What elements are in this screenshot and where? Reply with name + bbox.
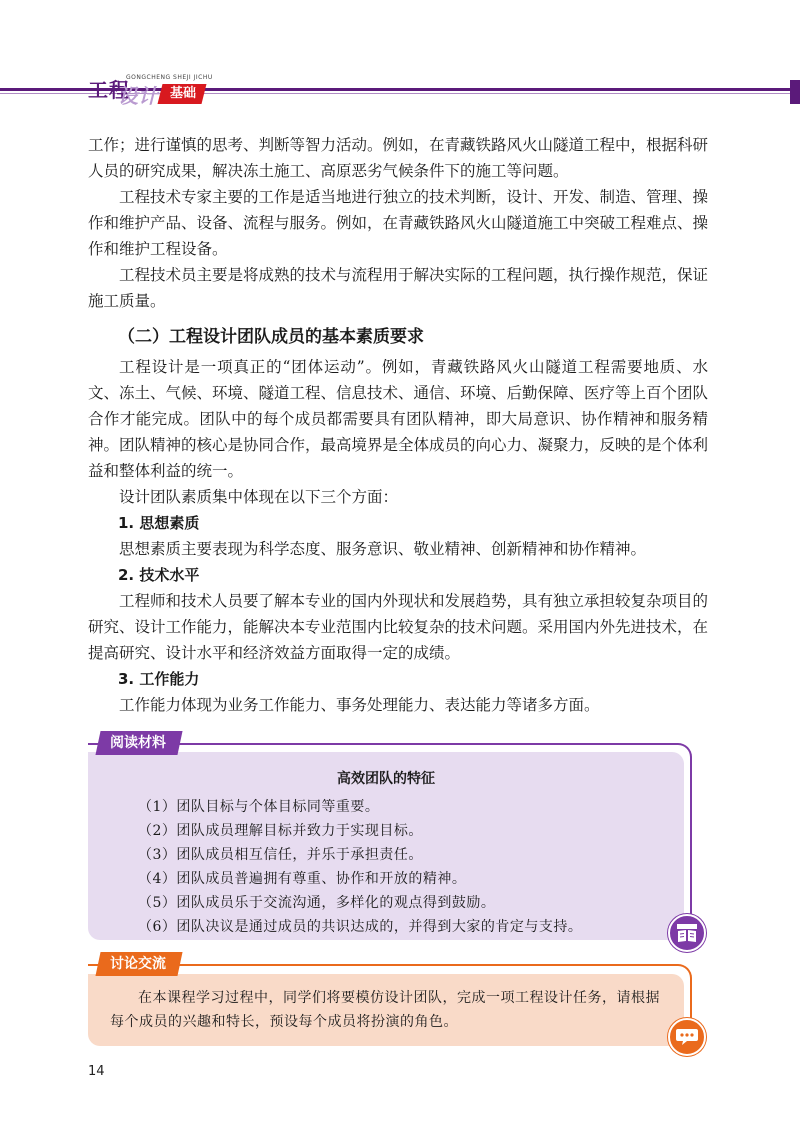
list-item: （1）团队目标与个体目标同等重要。 <box>138 799 380 815</box>
paragraph-5: 设计团队素质集中体现在以下三个方面： <box>119 488 399 506</box>
reading-tag-label: 阅读材料 <box>110 735 166 751</box>
header-pinyin: GONGCHENG SHEJI JICHU <box>126 74 213 81</box>
paragraph-7: 工程师和技术人员要了解本专业的国内外现状和发展趋势，具有独立承担较复杂项目的研究、设计工作能力，能解决本专业范围内比较复杂的技术问题。采用国内外先进技术，在提高研究、设计水平和经济效益方面取得一定的成绩。 <box>88 592 709 662</box>
subheading-3: 3. 工作能力 <box>118 670 200 688</box>
chat-bubble-icon <box>668 1018 706 1056</box>
header-title-gongcheng: 工程 <box>88 78 130 102</box>
section-title: （二）工程设计团队成员的基本素质要求 <box>118 327 424 347</box>
list-item: （4）团队成员普遍拥有尊重、协作和开放的精神。 <box>138 871 467 887</box>
reading-box <box>88 752 684 940</box>
list-item: （5）团队成员乐于交流沟通，多样化的观点得到鼓励。 <box>138 895 496 911</box>
header-title-jichu <box>158 84 207 104</box>
discussion-tag-label: 讨论交流 <box>110 956 166 972</box>
paragraph-6: 思想素质主要表现为科学态度、服务意识、敬业精神、创新精神和协作精神。 <box>119 540 647 558</box>
reading-tag <box>95 731 182 755</box>
discussion-tag <box>95 952 182 976</box>
list-item: （2）团队成员理解目标并致力于实现目标。 <box>138 823 423 839</box>
discussion-box <box>88 974 684 1046</box>
main-content <box>88 132 708 718</box>
subheading-1: 1. 思想素质 <box>118 514 200 532</box>
paragraph-4: 工程设计是一项真正的“团体运动”。例如，青藏铁路风火山隧道工程需要地质、水文、冻土、气候、环境、隧道工程、信息技术、通信、环境、后勤保障、医疗等上百个团队合作才能完成。团队中的每个成员都需要具有团队精神，即大局意识、协作精神和服务精神。团队精神的核心是协同合作，最高境界是全体成员的向心力、凝聚力，反映的是个体利益和整体利益的统一。 <box>88 358 709 480</box>
paragraph-8: 工作能力体现为业务工作能力、事务处理能力、表达能力等诸多方面。 <box>119 696 600 714</box>
paragraph-2: 工程技术专家主要的工作是适当地进行独立的技术判断，设计、开发、制造、管理、操作和维护产品、设备、流程与服务。例如，在青藏铁路风火山隧道施工中突破工程难点、操作和维护工程设备。 <box>88 188 709 258</box>
page-header <box>0 0 800 110</box>
discussion-text: 在本课程学习过程中，同学们将要模仿设计团队，完成一项工程设计任务，请根据每个成员的兴趣和特长，预设每个成员将扮演的角色。 <box>110 990 660 1030</box>
subheading-2: 2. 技术水平 <box>118 566 200 584</box>
book-icon <box>668 914 706 952</box>
page-number: 14 <box>88 1064 105 1079</box>
paragraph-1: 工作；进行谨慎的思考、判断等智力活动。例如，在青藏铁路风火山隧道工程中，根据科研人员的研究成果，解决冻土施工、高原恶劣气候条件下的施工等问题。 <box>88 136 709 180</box>
list-item: （3）团队成员相互信任，并乐于承担责任。 <box>138 847 423 863</box>
header-title-sheji: 设计 <box>118 84 158 108</box>
reading-title: 高效团队的特征 <box>337 771 435 787</box>
header-title-jichu-text: 基础 <box>170 86 197 101</box>
reading-list <box>138 795 582 939</box>
header-edge-mark <box>790 80 800 104</box>
list-item: （6）团队决议是通过成员的共识达成的，并得到大家的肯定与支持。 <box>138 919 583 935</box>
paragraph-3: 工程技术员主要是将成熟的技术与流程用于解决实际的工程问题，执行操作规范，保证施工质量。 <box>88 266 709 310</box>
